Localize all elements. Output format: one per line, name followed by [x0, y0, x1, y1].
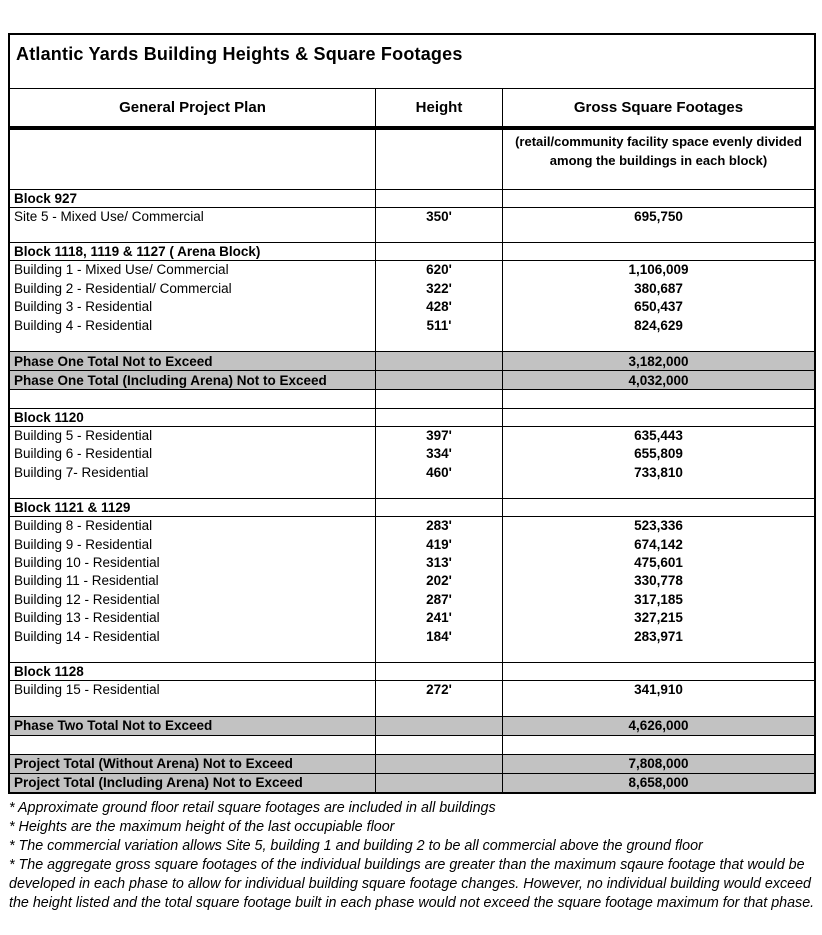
building-group-row [10, 517, 814, 663]
empty-cell [376, 717, 503, 735]
block-header-cell [10, 190, 376, 207]
empty-cell [376, 390, 503, 408]
empty-cell [503, 736, 814, 754]
building-gsf-cell [503, 681, 814, 715]
total-gsf-cell: 7,808,000 [628, 756, 689, 771]
spacer-row [10, 390, 814, 409]
building-name: Building 10 - Residential [14, 555, 160, 571]
building-height: 283' [426, 518, 452, 534]
footnotes [9, 799, 815, 913]
building-heights-cell [376, 681, 503, 715]
page-title: Atlantic Yards Building Heights & Square Footages [16, 44, 463, 64]
total-label-cell: Phase One Total Not to Exceed [10, 352, 376, 370]
empty-cell [10, 130, 376, 189]
building-gsf: 733,810 [634, 464, 683, 480]
building-height: 334' [426, 446, 452, 462]
total-row [10, 371, 814, 390]
building-name: Building 6 - Residential [14, 446, 153, 462]
total-gsf-cell: 8,658,000 [628, 775, 689, 790]
building-group-row [10, 208, 814, 243]
building-gsf: 330,778 [634, 573, 683, 589]
total-label-cell: Phase Two Total Not to Exceed [10, 717, 376, 735]
building-names-cell [10, 681, 376, 715]
block-header-label: Block 1118, 1119 & 1127 ( Arena Block) [14, 244, 261, 260]
empty-cell [376, 130, 503, 189]
building-heights-cell [376, 517, 503, 662]
building-heights-table [8, 33, 816, 794]
building-gsf: 695,750 [634, 209, 683, 224]
block-header-row [10, 499, 814, 517]
column-header-gross-square-footages: Gross Square Footages [573, 99, 744, 116]
building-gsf: 327,215 [634, 610, 683, 626]
building-heights-cell [376, 427, 503, 498]
building-name: Site 5 - Mixed Use/ Commercial [14, 209, 204, 224]
empty-cell [376, 663, 503, 680]
building-names-cell [10, 208, 376, 242]
building-name: Building 3 - Residential [14, 299, 153, 315]
building-height: 511' [426, 317, 452, 333]
empty-cell [503, 663, 814, 680]
block-header-row [10, 663, 814, 681]
empty-cell [376, 371, 503, 389]
building-gsf: 380,687 [634, 280, 683, 296]
empty-cell [503, 409, 814, 426]
building-gsf: 650,437 [634, 299, 683, 315]
building-name: Building 1 - Mixed Use/ Commercial [14, 262, 229, 278]
table-body [10, 190, 814, 792]
block-header-label: Block 1121 & 1129 [14, 500, 131, 516]
building-height: 397' [426, 428, 452, 444]
building-name: Building 4 - Residential [14, 317, 153, 333]
total-row [10, 774, 814, 792]
total-gsf-cell: 4,032,000 [628, 372, 689, 388]
total-label-cell: Project Total (Without Arena) Not to Exceed [10, 755, 376, 773]
building-gsf: 1,106,009 [628, 262, 689, 278]
building-height: 313' [426, 555, 452, 571]
building-gsf: 475,601 [634, 555, 683, 571]
building-gsf-cell [503, 261, 814, 351]
footnote: * The aggregate gross square footages of the individual buildings are greater than the maximum sqaure footage that would be developed in each phase to allow for individual building square footage changes. However, no individual building would exceed the height listed and the total square footage built in each phase would not exceed the square footage maximum for that phase. [9, 857, 815, 911]
column-header-row [10, 89, 814, 130]
empty-cell [376, 190, 503, 207]
empty-cell [10, 390, 376, 408]
footnote: * Approximate ground floor retail square footages are included in all buildings [9, 800, 496, 816]
block-header-row [10, 190, 814, 208]
building-name: Building 8 - Residential [14, 518, 153, 534]
building-name: Building 15 - Residential [14, 682, 160, 698]
subheader-row [10, 130, 814, 190]
building-height: 272' [426, 682, 452, 698]
block-header-cell [10, 409, 376, 426]
building-name: Building 5 - Residential [14, 428, 153, 444]
empty-cell [503, 390, 814, 408]
empty-cell [376, 409, 503, 426]
block-header-label: Block 1128 [14, 664, 84, 680]
building-gsf: 317,185 [634, 591, 683, 607]
total-gsf-cell: 3,182,000 [628, 353, 689, 369]
building-height: 350' [426, 209, 452, 224]
total-gsf-cell: 4,626,000 [628, 718, 689, 733]
building-name: Building 12 - Residential [14, 591, 160, 607]
building-name: Building 7- Residential [14, 464, 149, 480]
block-header-cell [10, 663, 376, 680]
building-group-row [10, 261, 814, 352]
empty-cell [376, 736, 503, 754]
footnote: * Heights are the maximum height of the last occupiable floor [9, 819, 395, 835]
building-gsf: 341,910 [634, 682, 683, 698]
block-header-label: Block 927 [14, 191, 78, 206]
empty-cell [503, 499, 814, 516]
column-header-general-project-plan: General Project Plan [10, 89, 376, 126]
block-header-row [10, 243, 814, 261]
block-header-cell [10, 243, 376, 260]
building-height: 428' [426, 299, 452, 315]
building-height: 460' [426, 464, 452, 480]
building-gsf: 635,443 [634, 428, 683, 444]
building-height: 202' [426, 573, 452, 589]
empty-cell [503, 243, 814, 260]
gsf-subheader-note: (retail/community facility space evenly divided among the buildings in each block) [515, 134, 802, 168]
block-header-cell [10, 499, 376, 516]
building-name: Building 9 - Residential [14, 536, 153, 552]
block-header-label: Block 1120 [14, 410, 84, 426]
building-group-row [10, 681, 814, 716]
building-heights-cell [376, 208, 503, 242]
footnote: * The commercial variation allows Site 5, building 1 and building 2 to be all commercial above the ground floor [9, 838, 703, 854]
empty-cell [503, 190, 814, 207]
building-height: 322' [426, 280, 452, 296]
building-gsf-cell [503, 427, 814, 498]
empty-cell [376, 352, 503, 370]
total-row [10, 755, 814, 774]
building-names-cell [10, 517, 376, 662]
building-names-cell [10, 261, 376, 351]
empty-cell [376, 774, 503, 792]
building-gsf-cell [503, 208, 814, 242]
building-height: 419' [426, 536, 452, 552]
empty-cell [10, 736, 376, 754]
total-row [10, 717, 814, 736]
empty-cell [376, 755, 503, 773]
building-name: Building 11 - Residential [14, 573, 159, 589]
total-label-cell: Phase One Total (Including Arena) Not to Exceed [10, 371, 376, 389]
spacer-row [10, 736, 814, 755]
building-gsf: 523,336 [634, 518, 683, 534]
building-gsf: 655,809 [634, 446, 683, 462]
total-label-cell: Project Total (Including Arena) Not to Exceed [10, 774, 376, 792]
title-row [10, 35, 814, 89]
building-name: Building 13 - Residential [14, 610, 160, 626]
building-name: Building 2 - Residential/ Commercial [14, 280, 232, 296]
building-names-cell [10, 427, 376, 498]
empty-cell [376, 499, 503, 516]
building-heights-cell [376, 261, 503, 351]
building-gsf: 824,629 [634, 317, 683, 333]
total-row [10, 352, 814, 371]
building-height: 287' [426, 591, 452, 607]
building-height: 620' [426, 262, 452, 278]
building-gsf-cell [503, 517, 814, 662]
building-name: Building 14 - Residential [14, 628, 160, 644]
building-height: 241' [426, 610, 452, 626]
column-header-height: Height [376, 89, 503, 126]
building-height: 184' [426, 628, 452, 644]
building-group-row [10, 427, 814, 499]
block-header-row [10, 409, 814, 427]
empty-cell [376, 243, 503, 260]
building-gsf: 674,142 [634, 536, 683, 552]
building-gsf: 283,971 [634, 628, 683, 644]
